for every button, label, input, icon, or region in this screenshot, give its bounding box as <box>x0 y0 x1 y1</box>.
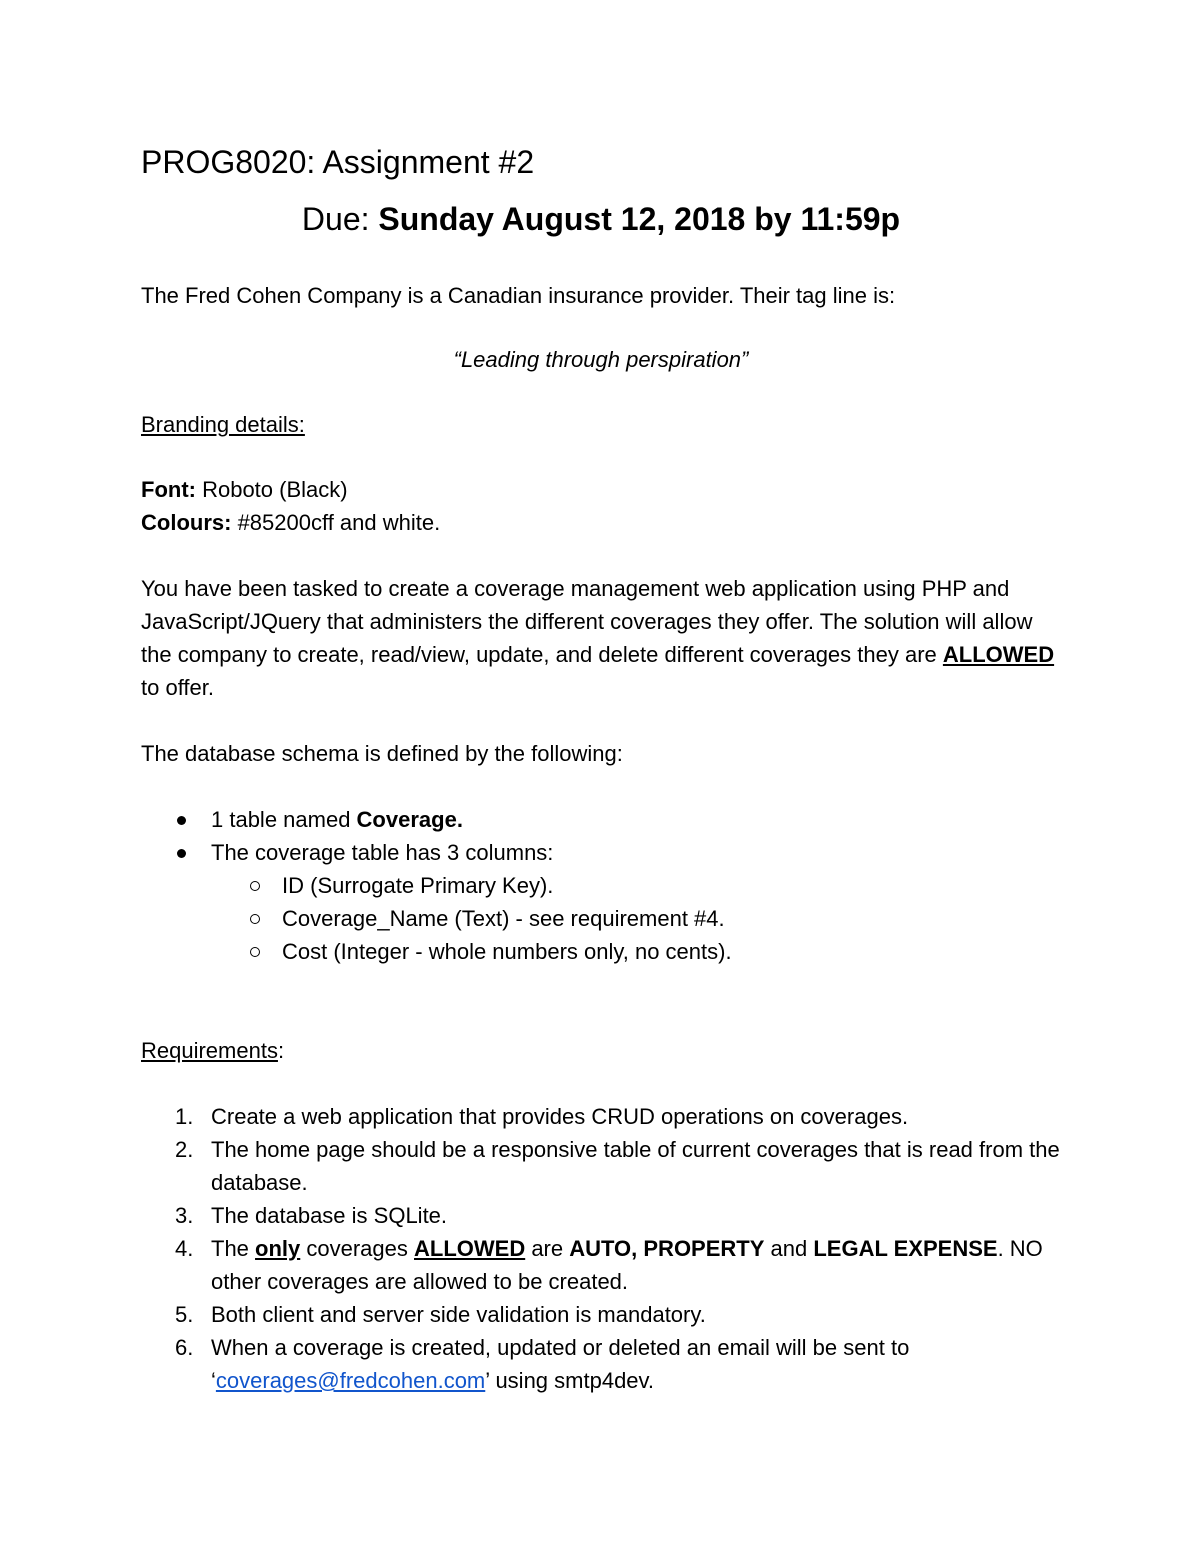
due-label: Due: <box>301 201 379 237</box>
colours-detail <box>141 506 1061 539</box>
item-number: 6. <box>175 1335 194 1360</box>
item-number: 4. <box>175 1236 194 1261</box>
task-allowed: ALLOWED <box>942 642 1055 667</box>
list-item <box>141 1133 1061 1199</box>
item-number: 5. <box>175 1302 194 1327</box>
bullet-text: 1 table named <box>211 807 357 832</box>
tagline: “Leading through perspiration” <box>453 347 749 372</box>
bullet-bold: Coverage. <box>356 807 463 832</box>
sub-list-item: Coverage_Name (Text) - see requirement #4. <box>211 902 1061 935</box>
task-text-1: You have been tasked to create a coverage management web application using PHP and JavaScript/JQuery that administers the different coverages they offer. The solution will allow the company to create, read/view, update, and delete different coverages they are <box>141 576 1033 667</box>
item-number: 2. <box>175 1137 194 1162</box>
emphasis-only: only <box>255 1236 301 1261</box>
requirements-heading-colon: : <box>277 1038 285 1063</box>
bullet-text: The coverage table has 3 columns: <box>211 840 554 865</box>
list-item <box>141 1232 1061 1298</box>
requirements-heading <box>141 1034 1061 1067</box>
item-number: 1. <box>175 1104 194 1129</box>
task-text-2: to offer. <box>141 675 214 700</box>
requirements-heading-text: Requirements <box>141 1038 278 1063</box>
item-text: Create a web application that provides CRUD operations on coverages. <box>211 1104 909 1129</box>
font-label: Font: <box>141 477 196 502</box>
item-text: Both client and server side validation is mandatory. <box>211 1302 706 1327</box>
text-fragment: The <box>211 1236 256 1261</box>
list-item <box>141 1100 1061 1133</box>
text-fragment: ’ using smtp4dev. <box>485 1368 655 1393</box>
colours-value: #85200cff and white. <box>231 510 441 535</box>
schema-intro: The database schema is defined by the following: <box>141 741 623 766</box>
schema-list <box>141 803 1061 968</box>
page-title: PROG8020: Assignment #2 <box>141 144 535 180</box>
font-value: Roboto (Black) <box>195 477 348 502</box>
text-fragment: coverages <box>300 1236 414 1261</box>
list-item <box>141 1331 1061 1397</box>
sub-list-item: Cost (Integer - whole numbers only, no cents). <box>211 935 1061 968</box>
emphasis-allowed: ALLOWED <box>414 1236 526 1261</box>
email-link[interactable]: coverages@fredcohen.com <box>215 1368 486 1393</box>
due-date-line <box>141 197 1061 241</box>
list-item <box>141 1298 1061 1331</box>
colours-label: Colours: <box>141 510 232 535</box>
task-paragraph <box>141 572 1061 704</box>
columns-list <box>211 869 1061 968</box>
item-text: The home page should be a responsive table of current coverages that is read from the database. <box>211 1137 1060 1195</box>
text-fragment: . NO other coverages are allowed to be created. <box>211 1236 1043 1294</box>
item-text <box>211 1236 1043 1294</box>
due-date: Sunday August 12, 2018 by 11:59p <box>378 201 901 237</box>
item-text: The database is SQLite. <box>211 1203 448 1228</box>
intro-paragraph: The Fred Cohen Company is a Canadian insurance provider. Their tag line is: <box>141 283 896 308</box>
text-fragment: When a coverage is created, updated or deleted an email will be sent to ‘ <box>211 1335 910 1393</box>
text-fragment: and <box>764 1236 814 1261</box>
font-detail <box>141 473 1061 506</box>
list-item <box>141 836 1061 968</box>
item-text <box>211 1335 909 1393</box>
list-item <box>141 803 1061 836</box>
branding-heading: Branding details: <box>141 412 305 437</box>
sub-list-item: ID (Surrogate Primary Key). <box>211 869 1061 902</box>
emphasis-legal-expense: LEGAL EXPENSE <box>813 1236 998 1261</box>
item-number: 3. <box>175 1203 194 1228</box>
emphasis-auto-property: AUTO, PROPERTY <box>569 1236 765 1261</box>
document-content <box>141 140 1061 1397</box>
text-fragment: are <box>525 1236 570 1261</box>
requirements-list <box>141 1100 1061 1397</box>
list-item <box>141 1199 1061 1232</box>
